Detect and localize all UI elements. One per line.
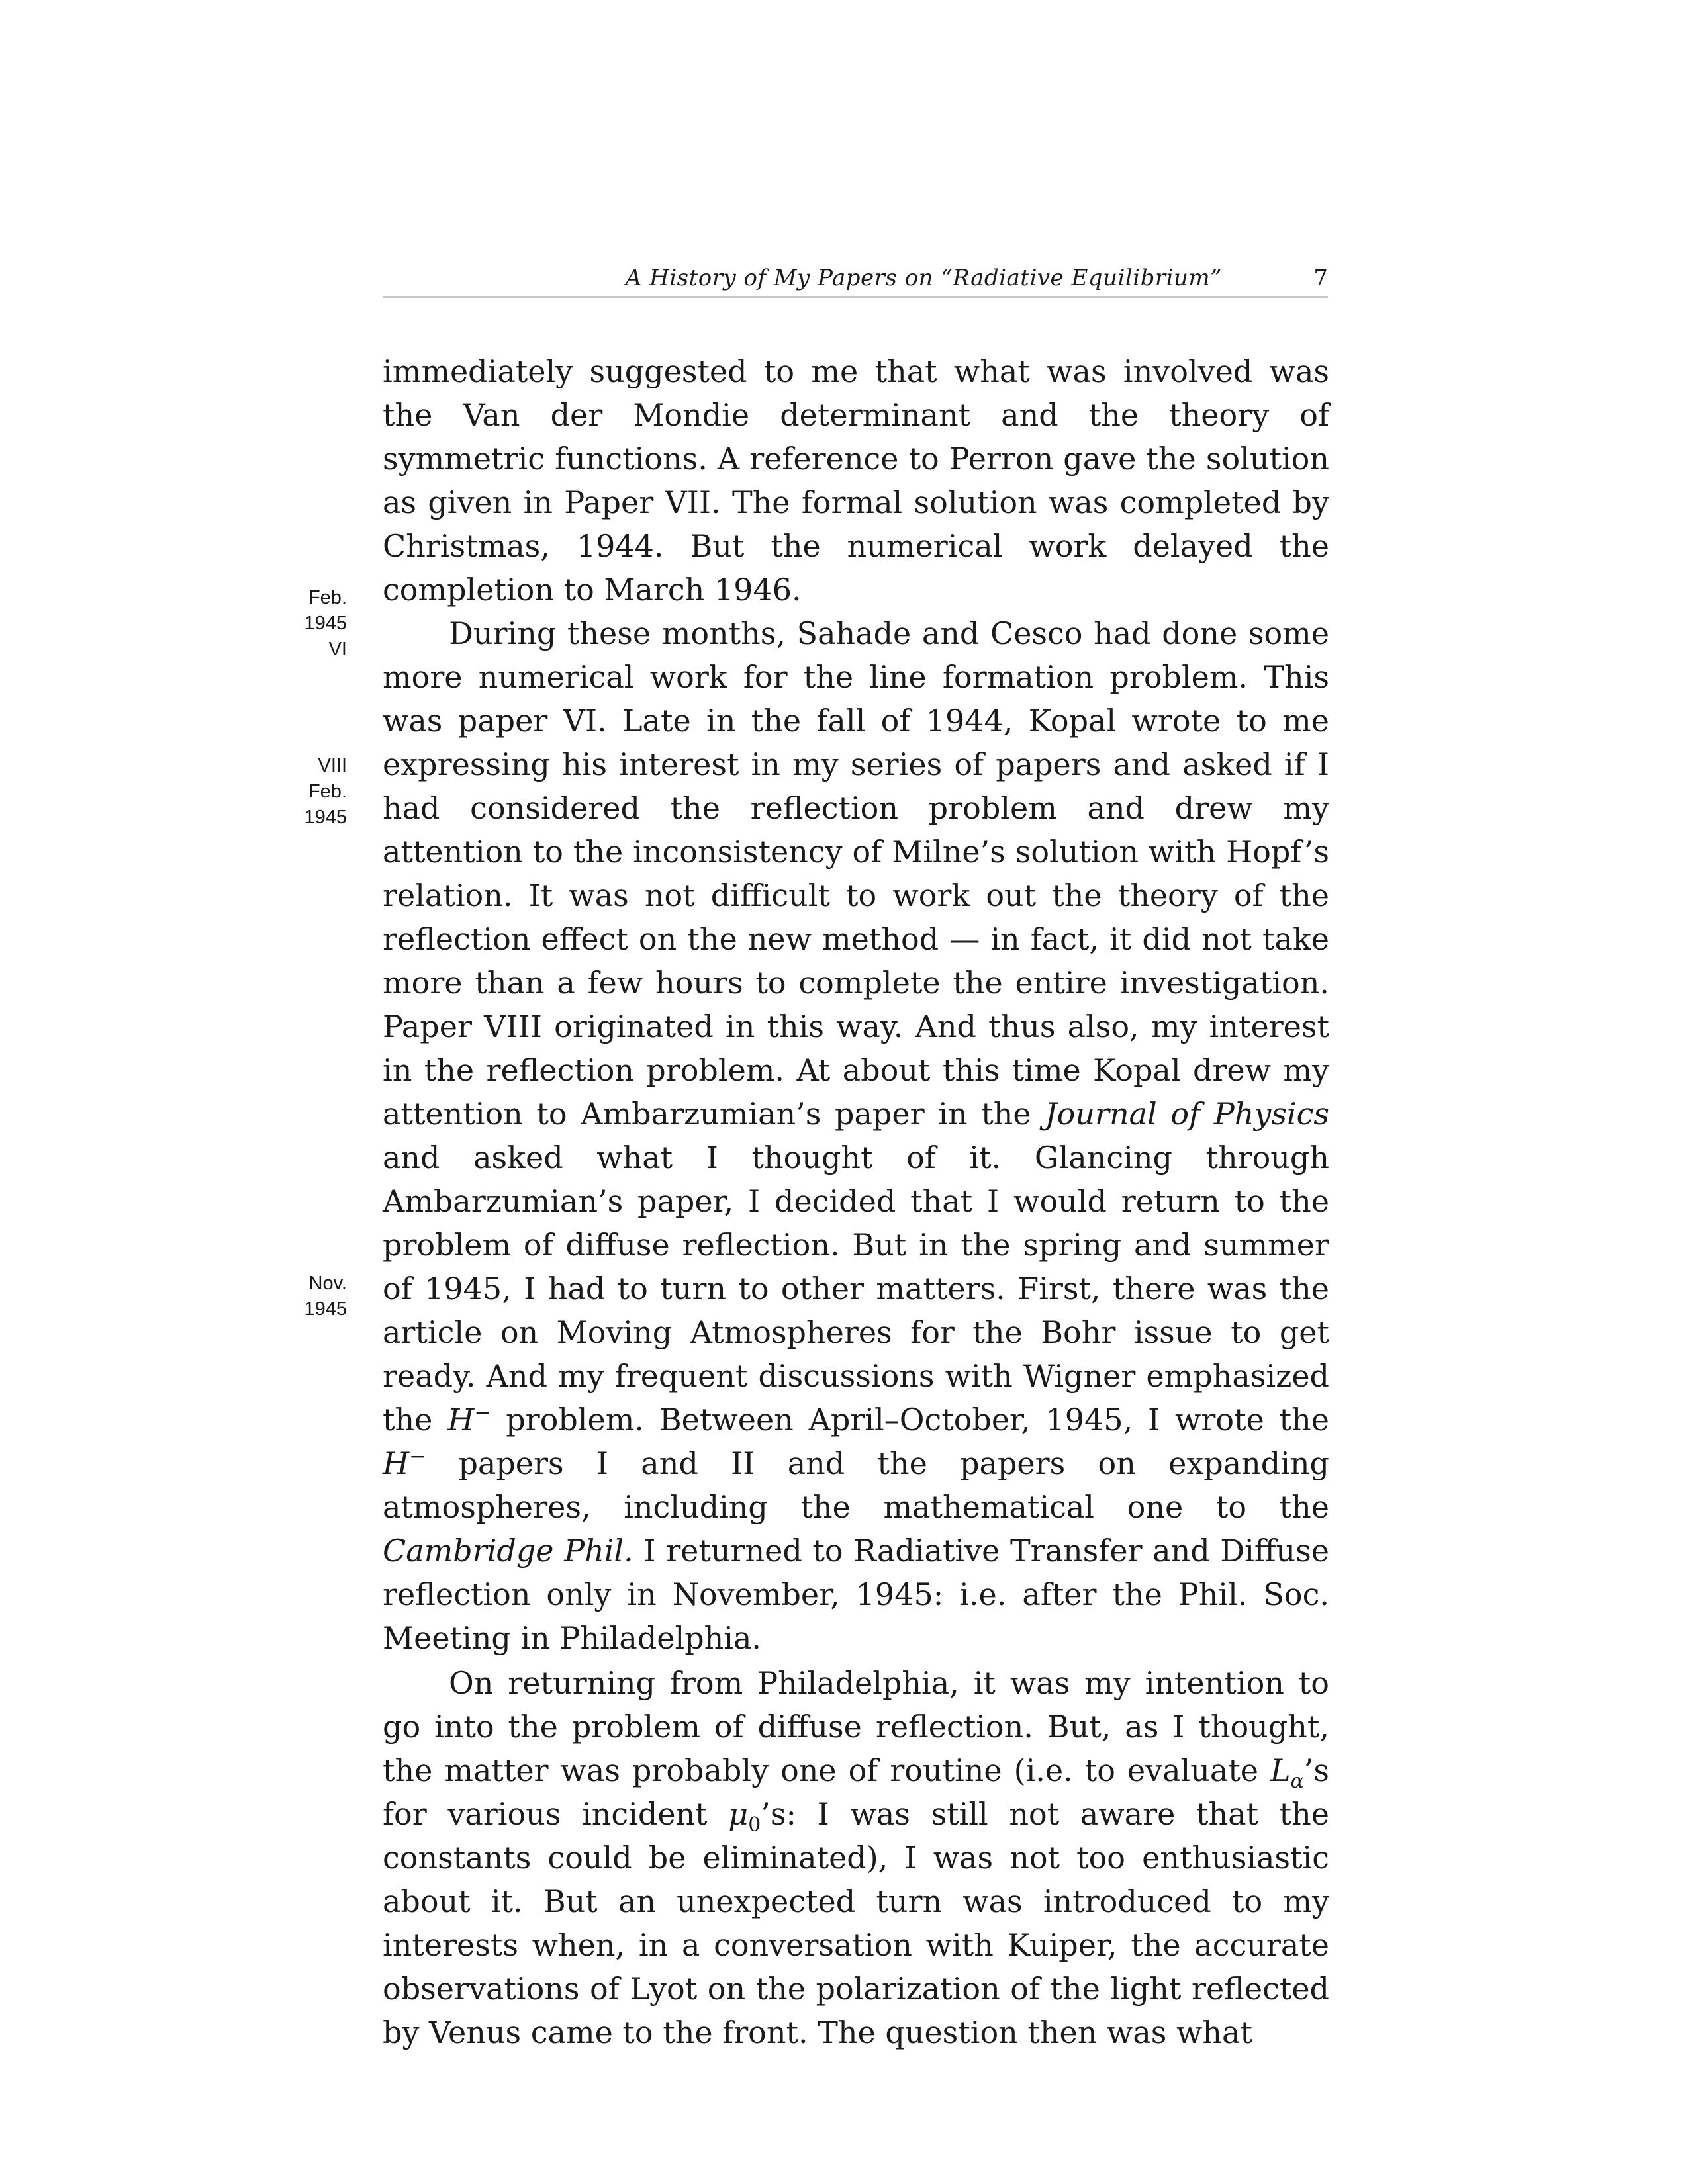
paragraph-2-text-d: papers I and II and the papers on expanding atmospheres, including the mathematical one to the	[383, 1445, 1329, 1525]
paragraph-2	[383, 612, 1329, 1660]
journal-title: Journal of Physics	[1045, 1096, 1330, 1132]
l-subscript: α	[1290, 1770, 1304, 1794]
running-header	[383, 262, 1328, 298]
cambridge-phil-title: Cambridge Phil.	[383, 1533, 633, 1569]
margin-note-line: 1945	[304, 613, 347, 634]
h-superscript: −	[474, 1401, 491, 1425]
h-minus-symbol	[447, 1402, 491, 1437]
paragraph-2-text-c: problem. Between April–October, 1945, I wrote the	[491, 1402, 1329, 1437]
paragraph-3-text-c: ’s: I was still not aware that the constants could be eliminated), I was not too enthusiastic about it. But an unexpected turn was introduced to my interests when, in a conversation with Kuiper, the accurate observations of Lyot on the polarization of the light reflected by Venus came to the front. The question then was what	[383, 1796, 1329, 2050]
margin-note-line: VIII	[318, 755, 347, 776]
margin-note-line: Feb.	[308, 781, 347, 802]
margin-note-line: VI	[328, 639, 347, 660]
h-superscript: −	[409, 1445, 426, 1469]
mu-zero-symbol	[728, 1796, 761, 1837]
margin-note-nov-1945	[265, 1271, 347, 1322]
paragraph-2-text-b: and asked what I thought of it. Glancing through Ambarzumian’s paper, I decided that I would return to the problem of diffuse reflection. But in the spring and summer of 1945, I had to turn to other matters. First, there was the article on Moving Atmospheres for the Bohr issue to get ready. And my frequent discussions with Wigner emphasized the	[383, 1140, 1329, 1437]
margin-note-line: Feb.	[308, 587, 347, 608]
margin-note-line: Nov.	[308, 1273, 347, 1294]
page-number: 7	[1313, 265, 1328, 291]
h-symbol: H	[447, 1402, 475, 1437]
paragraph-3-text-b: ’s for various incident	[383, 1752, 1329, 1832]
paragraph-3	[383, 1661, 1329, 2054]
paragraph-1	[383, 349, 1329, 612]
paragraph-1-text: immediately suggested to me that what was involved was the Van der Mondie determinant and the theory of symmetric functions. A reference to Perron gave the solution as given in Paper VII. The formal solution was completed by Christmas, 1944. But the numerical work delayed the completion to March 1946.	[383, 353, 1329, 608]
paragraph-2-text-e: I returned to Radiative Transfer and Diffuse reflection only in November, 1945: i.e. after the Phil. Soc. Meeting in Philadelphia.	[383, 1533, 1330, 1656]
margin-note-viii-feb-1945	[265, 753, 347, 831]
margin-note-feb-1945-vi	[265, 585, 347, 662]
margin-note-line: 1945	[304, 1298, 347, 1320]
h-minus-symbol	[383, 1445, 426, 1481]
l-symbol: L	[1270, 1752, 1291, 1788]
mu-symbol: μ	[728, 1796, 749, 1832]
l-alpha-symbol	[1270, 1752, 1304, 1794]
paragraph-2-text-a: During these months, Sahade and Cesco had done some more numerical work for the line formation problem. This was paper VI. Late in the fall of 1944, Kopal wrote to me expressing his interest in my series of papers and asked if I had considered the reflection problem and drew my attention to the inconsistency of Milne’s solution with Hopf’s relation. It was not difficult to work out the theory of the reflection effect on the new method — in fact, it did not take more than a few hours to complete the entire investigation. Paper VIII originated in this way. And thus also, my interest in the reflection problem. At about this time Kopal drew my attention to Ambarzumian’s paper in the	[383, 615, 1329, 1132]
mu-subscript: 0	[748, 1813, 761, 1837]
h-symbol: H	[383, 1445, 410, 1481]
margin-note-line: 1945	[304, 807, 347, 828]
paragraph-3-text-a: On returning from Philadelphia, it was my intention to go into the problem of diffuse reflection. But, as I thought, the matter was probably one of routine (i.e. to evaluate	[383, 1665, 1329, 1788]
body-text	[383, 349, 1329, 2054]
running-title: A History of My Papers on “Radiative Equilibrium”	[625, 265, 1222, 291]
